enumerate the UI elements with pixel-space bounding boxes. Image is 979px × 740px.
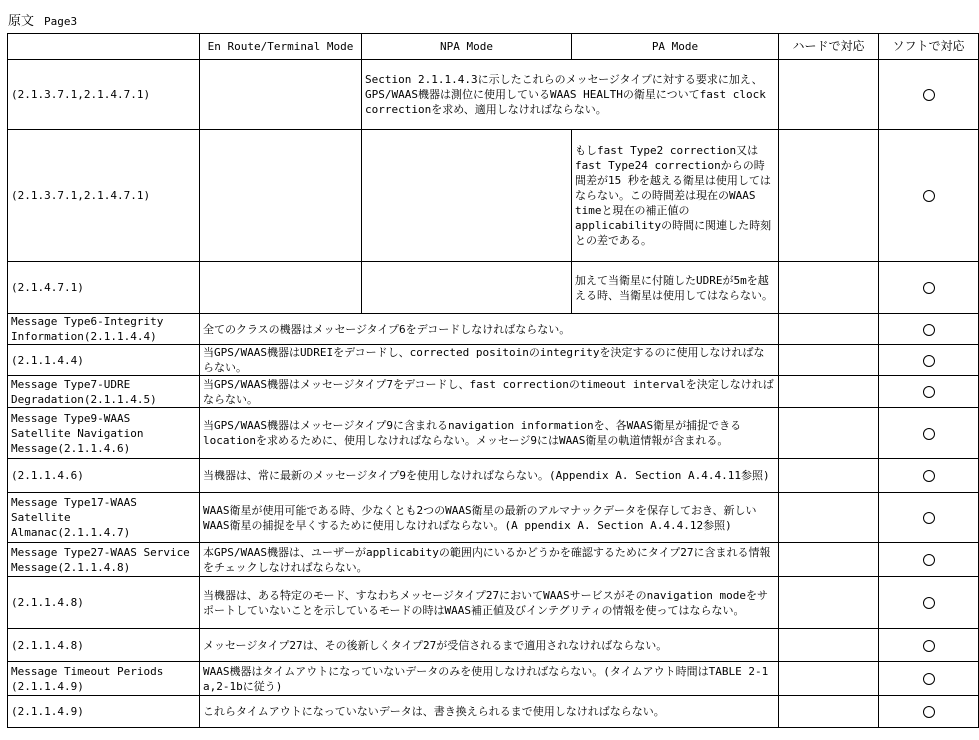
pa-cell: 加えて当衛星に付随したUDREが5mを越える時、当衛星は使用してはならない。 — [572, 262, 779, 314]
en-route-cell — [200, 262, 362, 314]
hard-cell — [779, 696, 879, 728]
ref-cell: (2.1.3.7.1,2.1.4.7.1) — [8, 130, 200, 262]
hard-cell — [779, 662, 879, 696]
table-row — [8, 262, 979, 314]
table-row — [8, 376, 979, 408]
npa-cell: Section 2.1.1.4.3に示したこれらのメッセージタイプに対する要求に加え、GPS/WAAS機器は測位に使用しているWAAS HEALTHの衛星についてfast clock correctionを求め、適用しなければならない。 — [362, 60, 779, 130]
circle-mark-icon — [923, 190, 935, 202]
table-row — [8, 696, 979, 728]
requirement-cell: 当GPS/WAAS機器はUDREIをデコードし、corrected positoinのintegrityを決定するのに使用しなければならない。 — [200, 345, 779, 376]
header-pa: PA Mode — [572, 34, 779, 60]
header-en-route: En Route/Terminal Mode — [200, 34, 362, 60]
hard-cell — [779, 459, 879, 493]
soft-cell — [879, 662, 979, 696]
table-row — [8, 314, 979, 345]
header-row — [8, 34, 979, 60]
table-row — [8, 543, 979, 577]
ref-cell: (2.1.3.7.1,2.1.4.7.1) — [8, 60, 200, 130]
ref-cell: Message Type7-UDRE Degradation(2.1.1.4.5) — [8, 376, 200, 408]
page-number: Page3 — [44, 15, 78, 28]
soft-cell — [879, 314, 979, 345]
soft-cell — [879, 493, 979, 543]
ref-cell: Message Timeout Periods (2.1.1.4.9) — [8, 662, 200, 696]
circle-mark-icon — [923, 640, 935, 652]
header-soft: ソフトで対応 — [879, 34, 979, 60]
hard-cell — [779, 345, 879, 376]
requirement-cell: 当GPS/WAAS機器はメッセージタイプ9に含まれるnavigation informationを、各WAAS衛星が捕捉できるlocationを求めるために、使用しなければならない。メッセージ9にはWAAS衛星の軌道情報が含まれる。 — [200, 408, 779, 459]
table-row — [8, 408, 979, 459]
hard-cell — [779, 629, 879, 662]
ref-cell: (2.1.1.4.4) — [8, 345, 200, 376]
requirement-cell: 当機器は、常に最新のメッセージタイプ9を使用しなければならない。(Appendix A. Section A.4.4.11参照) — [200, 459, 779, 493]
table-row — [8, 629, 979, 662]
circle-mark-icon — [923, 282, 935, 294]
requirement-cell: WAAS衛星が使用可能である時、少なくとも2つのWAAS衛星の最新のアルマナックデータを保存しておき、新しいWAAS衛星の捕捉を早くするために使用しなければならない。(A ppendix A. Section A.4.4.12参照) — [200, 493, 779, 543]
header-ref — [8, 34, 200, 60]
circle-mark-icon — [923, 89, 935, 101]
requirement-cell: 当GPS/WAAS機器はメッセージタイプ7をデコードし、fast correctionのtimeout intervalを決定しなければならない。 — [200, 376, 779, 408]
soft-cell — [879, 130, 979, 262]
en-route-cell — [200, 130, 362, 262]
soft-cell — [879, 408, 979, 459]
requirement-cell: 当機器は、ある特定のモード、すなわちメッセージタイプ27においてWAASサービスがそのnavigation modeをサポートしていないことを示しているモードの時はWAAS補正値及びインテグリティの情報を使ってはならない。 — [200, 577, 779, 629]
hard-cell — [779, 493, 879, 543]
requirement-cell: これらタイムアウトになっていないデータは、書き換えられるまで使用しなければならない。 — [200, 696, 779, 728]
ref-cell: (2.1.1.4.8) — [8, 629, 200, 662]
table-row — [8, 60, 979, 130]
hard-cell — [779, 130, 879, 262]
soft-cell — [879, 543, 979, 577]
table-row — [8, 662, 979, 696]
requirement-cell: 全てのクラスの機器はメッセージタイプ6をデコードしなければならない。 — [200, 314, 779, 345]
ref-cell: (2.1.1.4.6) — [8, 459, 200, 493]
ref-cell: Message Type9-WAAS Satellite Navigation Message(2.1.1.4.6) — [8, 408, 200, 459]
header-hard: ハードで対応 — [779, 34, 879, 60]
soft-cell — [879, 60, 979, 130]
ref-cell: Message Type6-Integrity Information(2.1.1.4.4) — [8, 314, 200, 345]
circle-mark-icon — [923, 386, 935, 398]
soft-cell — [879, 376, 979, 408]
hard-cell — [779, 376, 879, 408]
table-row — [8, 577, 979, 629]
circle-mark-icon — [923, 673, 935, 685]
hard-cell — [779, 543, 879, 577]
hard-cell — [779, 577, 879, 629]
ref-cell: Message Type17-WAAS Satellite Almanac(2.1.1.4.7) — [8, 493, 200, 543]
hard-cell — [779, 314, 879, 345]
npa-cell — [362, 262, 572, 314]
page-title — [8, 14, 77, 30]
soft-cell — [879, 629, 979, 662]
document-title: 原文 — [8, 14, 35, 29]
circle-mark-icon — [923, 597, 935, 609]
soft-cell — [879, 577, 979, 629]
npa-cell — [362, 130, 572, 262]
hard-cell — [779, 408, 879, 459]
soft-cell — [879, 459, 979, 493]
circle-mark-icon — [923, 324, 935, 336]
en-route-cell — [200, 60, 362, 130]
soft-cell — [879, 262, 979, 314]
header-npa: NPA Mode — [362, 34, 572, 60]
circle-mark-icon — [923, 706, 935, 718]
requirement-cell: 本GPS/WAAS機器は、ユーザーがapplicabityの範囲内にいるかどうかを確認するためにタイプ27に含まれる情報をチェックしなければならない。 — [200, 543, 779, 577]
circle-mark-icon — [923, 512, 935, 524]
circle-mark-icon — [923, 554, 935, 566]
requirement-cell: WAAS機器はタイムアウトになっていないデータのみを使用しなければならない。(タイムアウト時間はTABLE 2-1 a,2-1bに従う) — [200, 662, 779, 696]
pa-cell: もしfast Type2 correction又はfast Type24 correctionからの時間差が15 秒を越える衛星は使用してはならない。この時間差は現在のWAAS timeと現在の補正値のapplicabilityの時間に関連した時刻との差である。 — [572, 130, 779, 262]
table-row — [8, 493, 979, 543]
table-row — [8, 345, 979, 376]
ref-cell: Message Type27-WAAS Service Message(2.1.1.4.8) — [8, 543, 200, 577]
requirements-table — [7, 33, 979, 728]
circle-mark-icon — [923, 428, 935, 440]
requirement-cell: メッセージタイプ27は、その後新しくタイプ27が受信されるまで適用されなければならない。 — [200, 629, 779, 662]
soft-cell — [879, 696, 979, 728]
soft-cell — [879, 345, 979, 376]
hard-cell — [779, 262, 879, 314]
ref-cell: (2.1.1.4.8) — [8, 577, 200, 629]
table-row — [8, 459, 979, 493]
ref-cell: (2.1.4.7.1) — [8, 262, 200, 314]
circle-mark-icon — [923, 355, 935, 367]
ref-cell: (2.1.1.4.9) — [8, 696, 200, 728]
hard-cell — [779, 60, 879, 130]
table-row — [8, 130, 979, 262]
circle-mark-icon — [923, 470, 935, 482]
